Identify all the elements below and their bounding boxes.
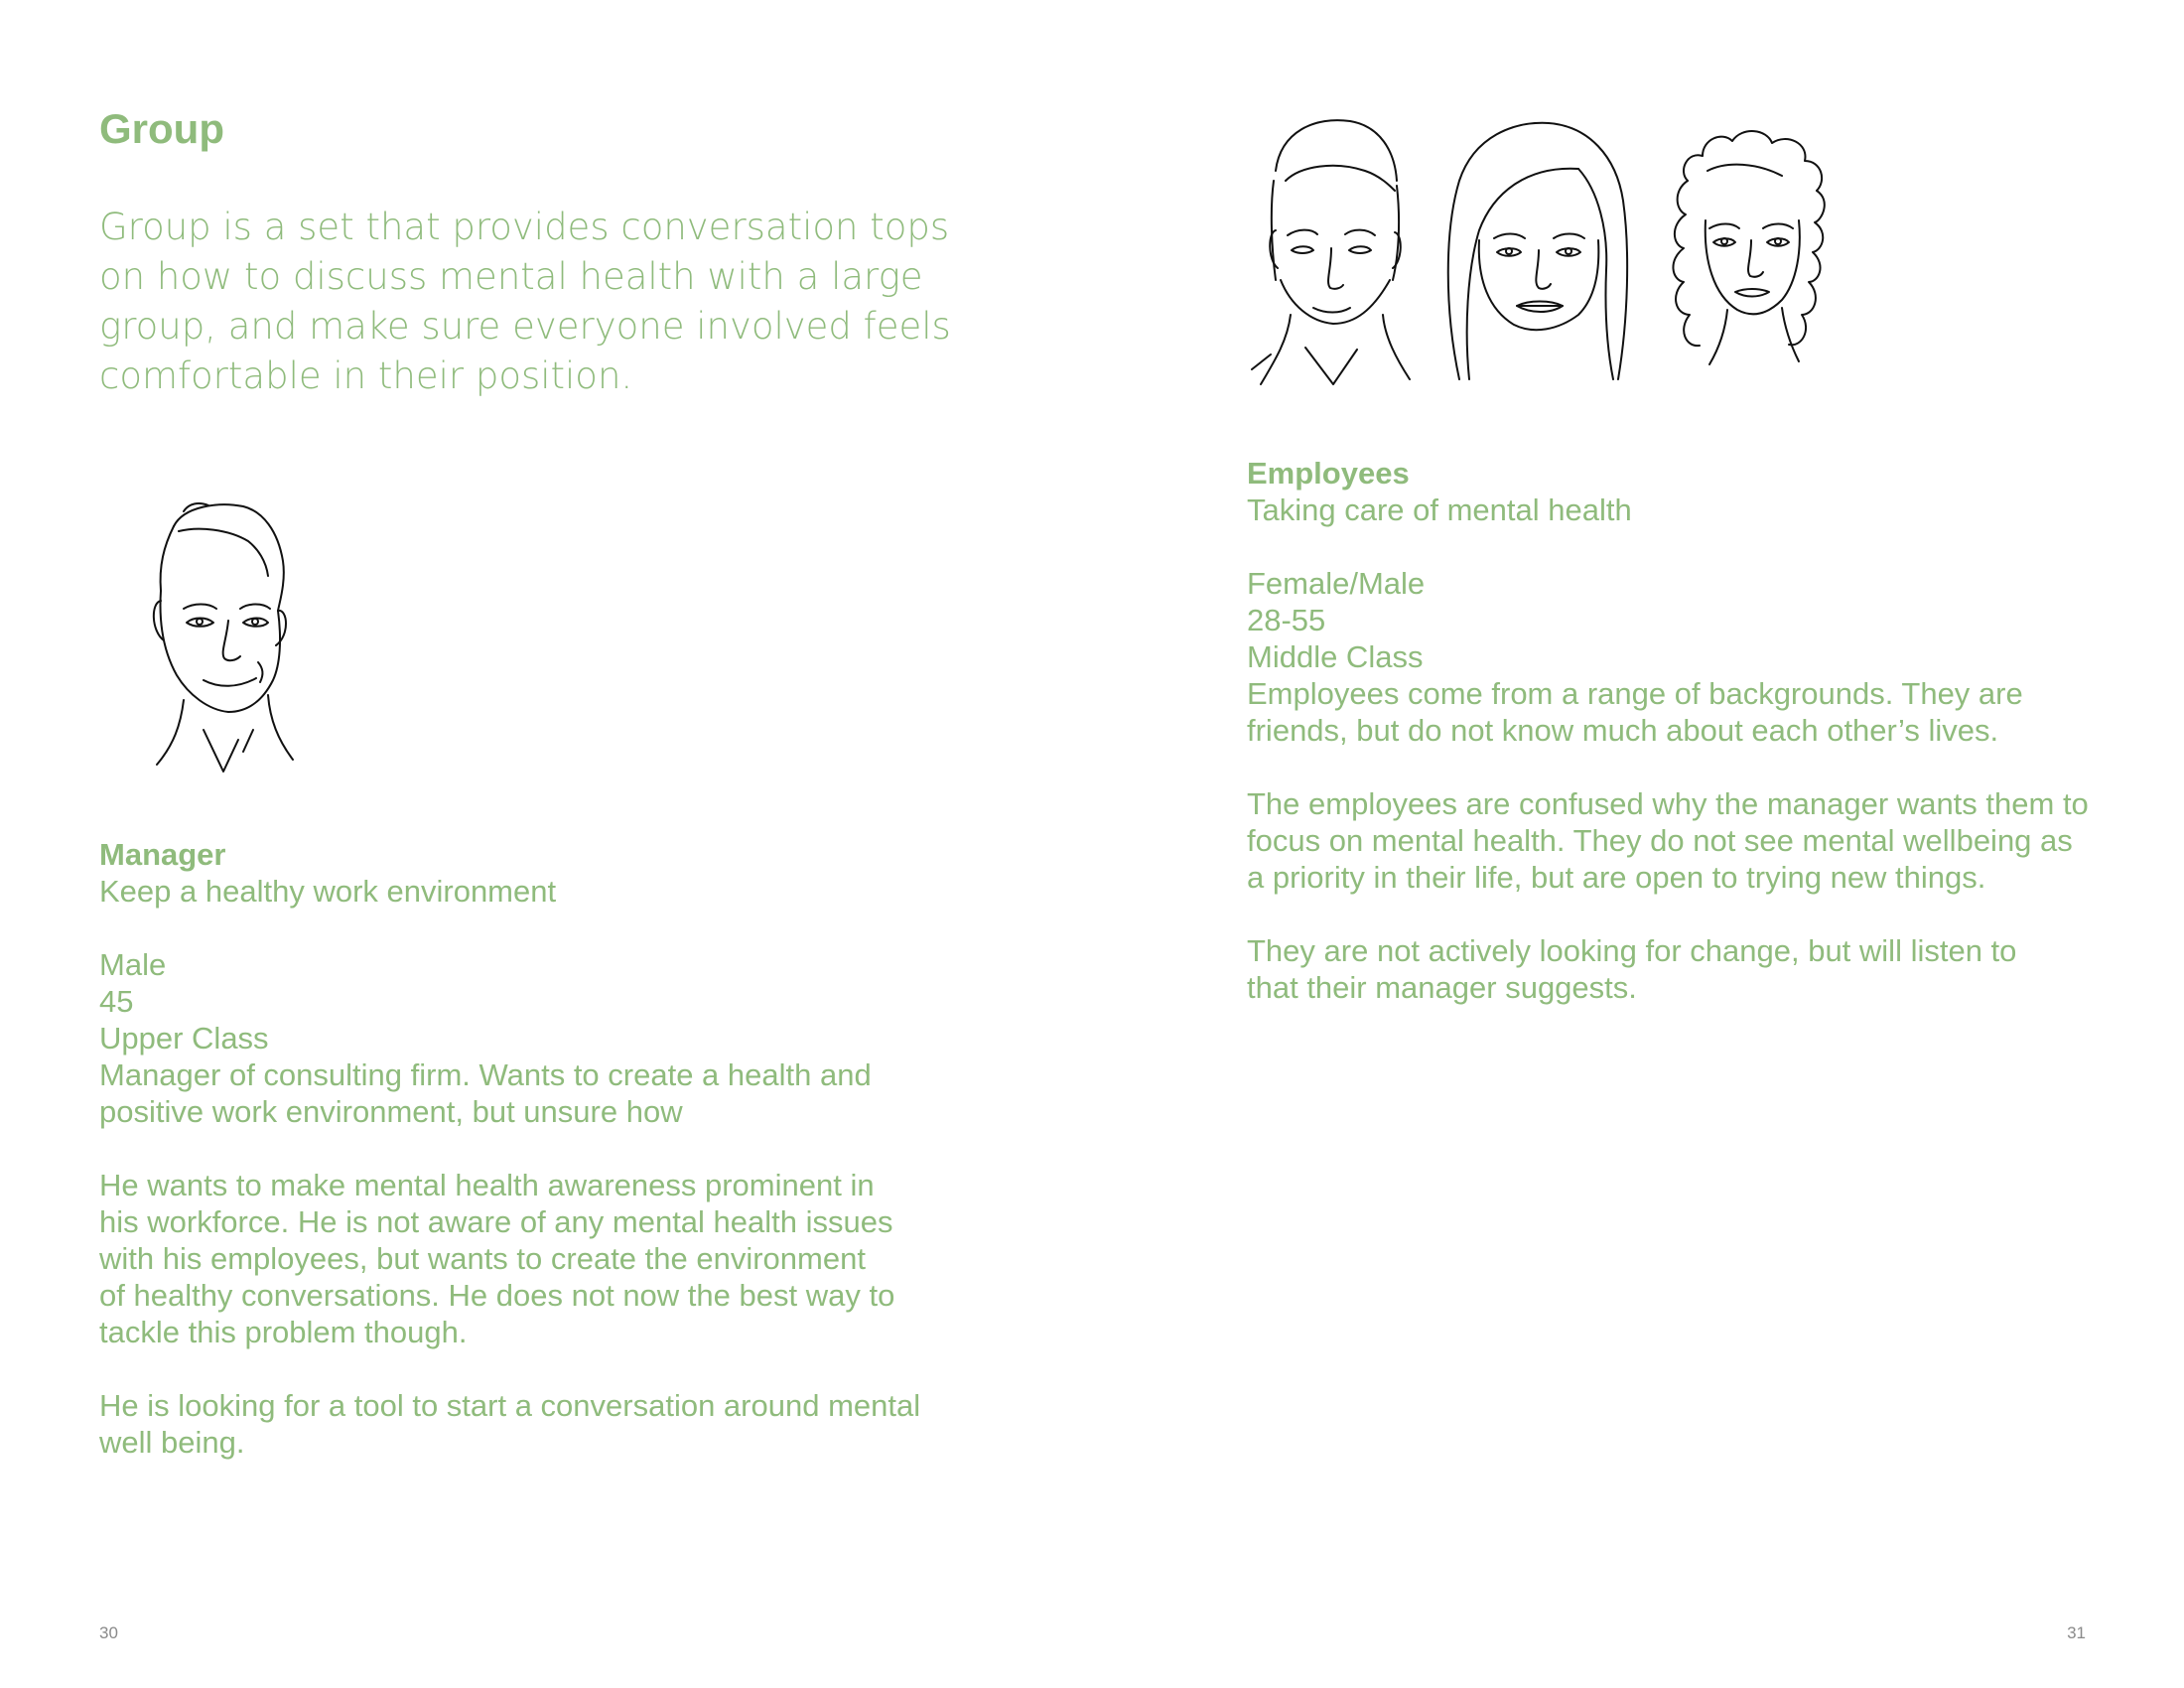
employees-class: Middle Class [1247, 639, 1424, 674]
employees-paragraph-line: that their manager suggests. [1247, 970, 1637, 1005]
employees-portrait-icon [1246, 111, 1881, 399]
page-number-left: 30 [99, 1623, 118, 1642]
employees-paragraph-line: focus on mental health. They do not see mental wellbeing as [1247, 823, 2073, 858]
manager-paragraph-line: his workforce. He is not aware of any mental health issues [99, 1204, 893, 1239]
manager-paragraph-line: tackle this problem though. [99, 1315, 468, 1349]
employees-persona [1247, 455, 2120, 1006]
manager-goal: Keep a healthy work environment [99, 874, 557, 909]
employees-goal: Taking care of mental health [1247, 492, 1632, 527]
employees-heading: Employees [1247, 456, 1410, 491]
employees-paragraph-line: They are not actively looking for change, but will listen to [1247, 933, 2017, 968]
manager-class: Upper Class [99, 1021, 269, 1055]
manager-bio-line: Manager of consulting firm. Wants to create a health and [99, 1057, 872, 1092]
employees-paragraph-line: The employees are confused why the manager wants them to [1247, 786, 2089, 821]
manager-paragraph-line: with his employees, but wants to create the environment [99, 1241, 866, 1276]
manager-gender: Male [99, 947, 167, 982]
employees-gender: Female/Male [1247, 566, 1426, 601]
employees-bio-line: Employees come from a range of backgrounds. They are [1247, 676, 2023, 711]
manager-paragraph-line: of healthy conversations. He does not now the best way to [99, 1278, 895, 1313]
manager-portrait-icon [129, 492, 308, 779]
employees-age: 28-55 [1247, 603, 1326, 637]
manager-paragraph-line: He wants to make mental health awareness prominent in [99, 1168, 875, 1202]
manager-age: 45 [99, 984, 134, 1019]
employee-man-sketch-icon [1252, 120, 1410, 384]
employee-woman-sketch-icon [1448, 123, 1627, 379]
manager-paragraph-line: He is looking for a tool to start a conversation around mental [99, 1388, 921, 1423]
manager-heading: Manager [99, 837, 226, 872]
employee-curly-hair-woman-sketch-icon [1673, 131, 1824, 364]
intro-paragraph: Group is a set that provides conversation tops on how to discuss mental health with a large group, and make sure everyone involved feels comfortable in their position. [99, 206, 951, 397]
manager-paragraph-line: well being. [99, 1425, 245, 1460]
manager-persona [99, 836, 973, 1461]
page-title: Group [99, 105, 224, 152]
page-number-right: 31 [2067, 1623, 2086, 1642]
employees-bio-line: friends, but do not know much about each other’s lives. [1247, 713, 1999, 748]
manager-bio-line: positive work environment, but unsure how [99, 1094, 683, 1129]
employees-paragraph-line: a priority in their life, but are open to trying new things. [1247, 860, 1986, 895]
